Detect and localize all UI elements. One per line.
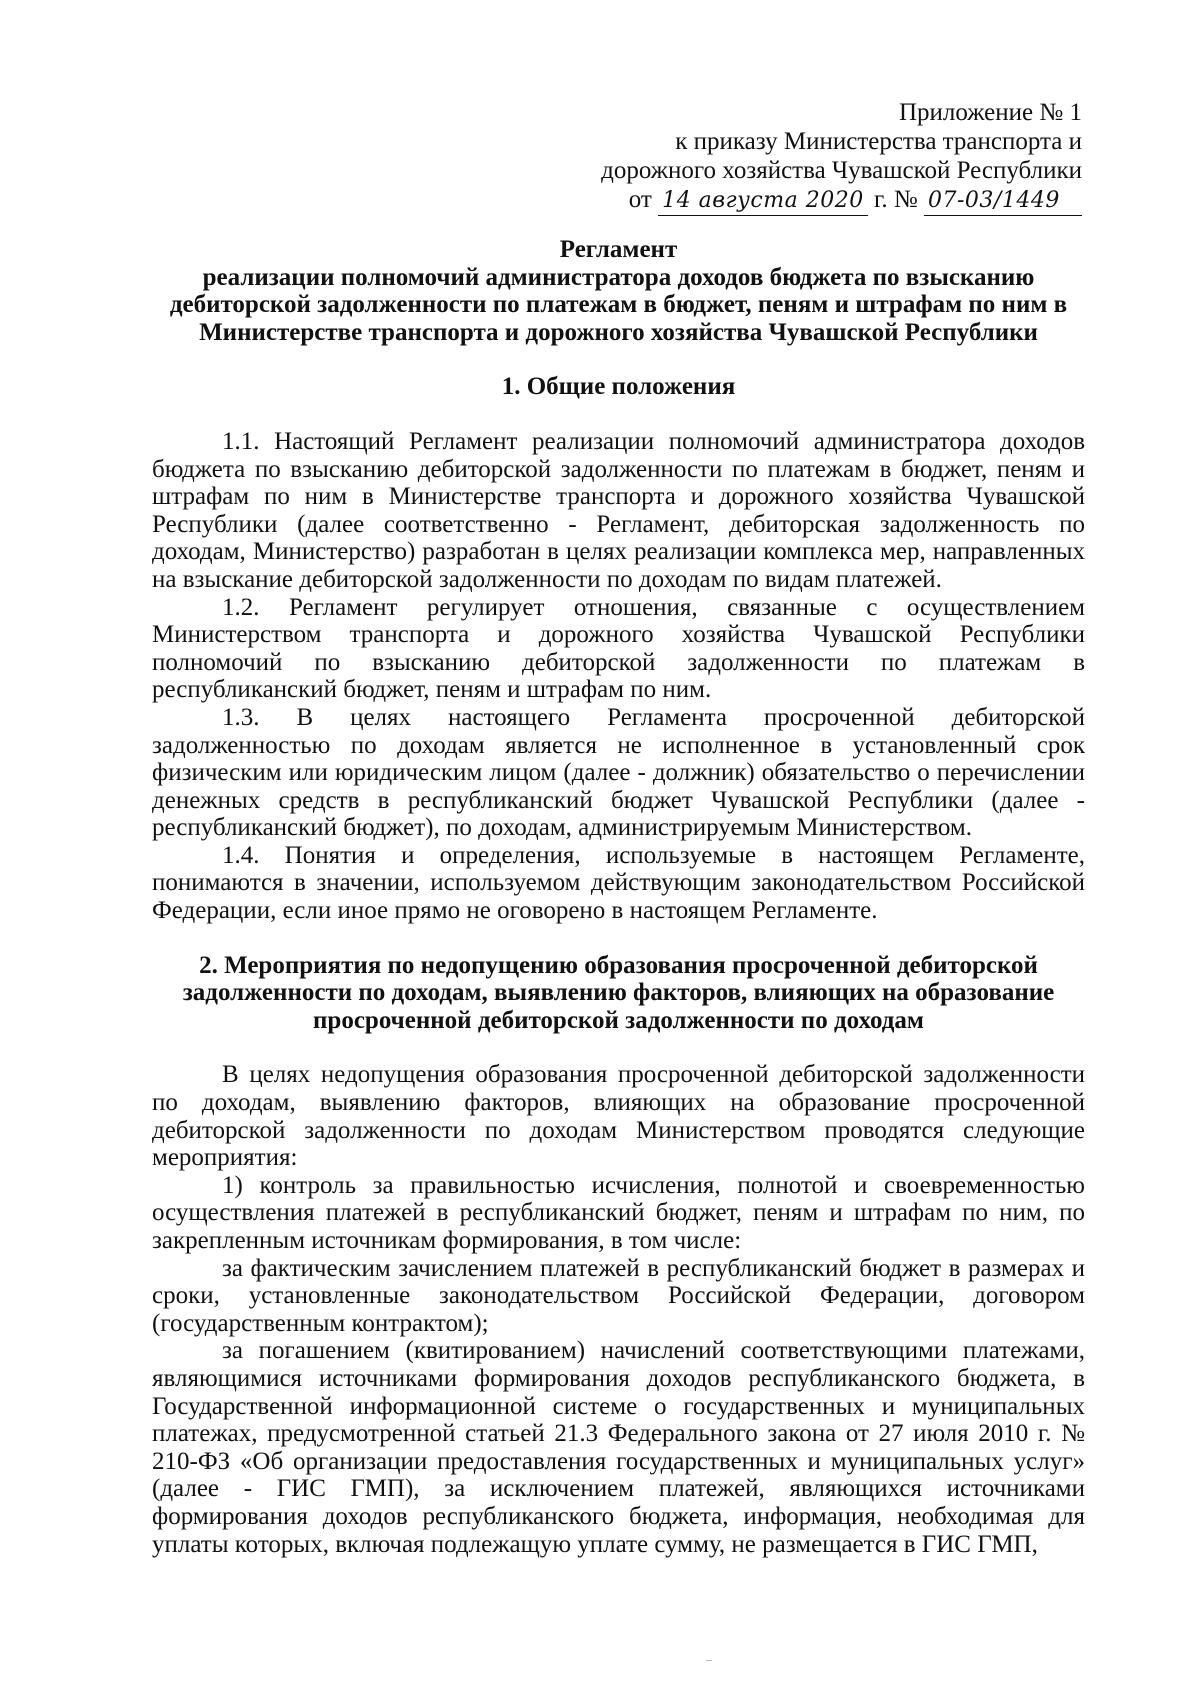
section-2-heading-line-2: задолженности по доходам, выявлению факторов, влияющих на образование (182, 979, 1055, 1007)
title-line-1: Регламент (559, 236, 678, 263)
paragraph-2-item-1b: за погашением (квитированием) начислений соответствующими платежами, являющимися источниками формирования доходов республиканского бюджета, в Государственной информационной системе о государственных и муниципальных платежах, предусмотренной статьей 21.3 Федерального закона от 27 июля 2010 г. № 210-ФЗ «Об организации предоставления государственных и муниципальных услуг» (далее - ГИС ГМП), за исключением платежей, являющихся источниками формирования доходов республиканского бюджета, информация, необходимая для уплаты которых, включая подлежащую уплате сумму, не размещается в ГИС ГМП, (152, 1337, 1085, 1558)
order-reference-line1: к приказу Министерства транспорта и (675, 128, 1082, 155)
handwritten-date: 14 августа 2020 (658, 186, 868, 216)
section-1-heading: 1. Общие положения (501, 373, 736, 401)
paragraph-2-item-1: 1) контроль за правильностью исчисления, полнотой и своевременностью осуществления платежей в республиканский бюджет, пеням и штрафам по ним, по закрепленным источникам формирования, в том числе: (152, 1171, 1085, 1254)
section-2-heading-line-3: просроченной дебиторской задолженности по доходам (313, 1006, 924, 1034)
order-date-line (482, 185, 1082, 216)
appendix-label: Приложение № 1 (898, 99, 1082, 126)
section-2-heading-line-1: 2. Мероприятия по недопущению образования просроченной дебиторской (199, 951, 1038, 979)
handwritten-order-number: 07-03/1449 (924, 186, 1082, 216)
paragraph-2-intro: В целях недопущения образования просроченной дебиторской задолженности по доходам, выявлению факторов, влияющих на образование просроченной дебиторской задолженности по доходам Министерством проводятся следующие мероприятия: (152, 1061, 1085, 1172)
title-line-2: реализации полномочий администратора доходов бюджета по взысканию (202, 263, 1035, 291)
title-line-4: Министерстве транспорта и дорожного хозяйства Чувашской Республики (199, 318, 1038, 346)
document-title (152, 236, 1085, 346)
order-reference-line2: дорожного хозяйства Чувашской Республики (601, 157, 1082, 184)
date-prefix: от (628, 186, 652, 213)
scan-speck (706, 1660, 712, 1661)
paragraph-1-1: 1.1. Настоящий Регламент реализации полномочий администратора доходов бюджета по взысканию дебиторской задолженности по платежам в бюджет, пеням и штрафам по ним в Министерстве транспорта и дорожного хозяйства Чувашской Республики (далее соответственно - Регламент, дебиторская задолженность по доходам, Министерство) разработан в целях реализации комплекса мер, направленных на взыскание дебиторской задолженности по доходам по видам платежей. (152, 427, 1085, 593)
paragraph-2-item-1a: за фактическим зачислением платежей в республиканский бюджет в размерах и сроки, установленные законодательством Российской Федерации, договором (государственным контрактом); (152, 1254, 1085, 1337)
section-2-heading (152, 952, 1085, 1035)
number-prefix: г. № (873, 186, 918, 213)
document-body (152, 236, 1085, 1558)
paragraph-1-4: 1.4. Понятия и определения, используемые в настоящем Регламенте, понимаются в значении, используемом действующим законодательством Российской Федерации, если иное прямо не оговорено в настоящем Регламенте. (152, 841, 1085, 925)
paragraph-1-3: 1.3. В целях настоящего Регламента просроченной дебиторской задолженностью по доходам является не исполненное в установленный срок физическим или юридическим лицом (далее - должник) обязательство о перечислении денежных средств в республиканский бюджет Чувашской Республики (далее - республиканский бюджет), по доходам, администрируемым Министерством. (152, 703, 1085, 842)
paragraph-1-2: 1.2. Регламент регулирует отношения, связанные с осуществлением Министерством транспорта и дорожного хозяйства Чувашской Республики полномочий по взысканию дебиторской задолженности по платежам в республиканский бюджет, пеням и штрафам по ним. (152, 593, 1085, 704)
title-line-3: дебиторской задолженности по платежам в бюджет, пеням и штрафам по ним в (169, 291, 1068, 319)
appendix-header (482, 98, 1082, 216)
